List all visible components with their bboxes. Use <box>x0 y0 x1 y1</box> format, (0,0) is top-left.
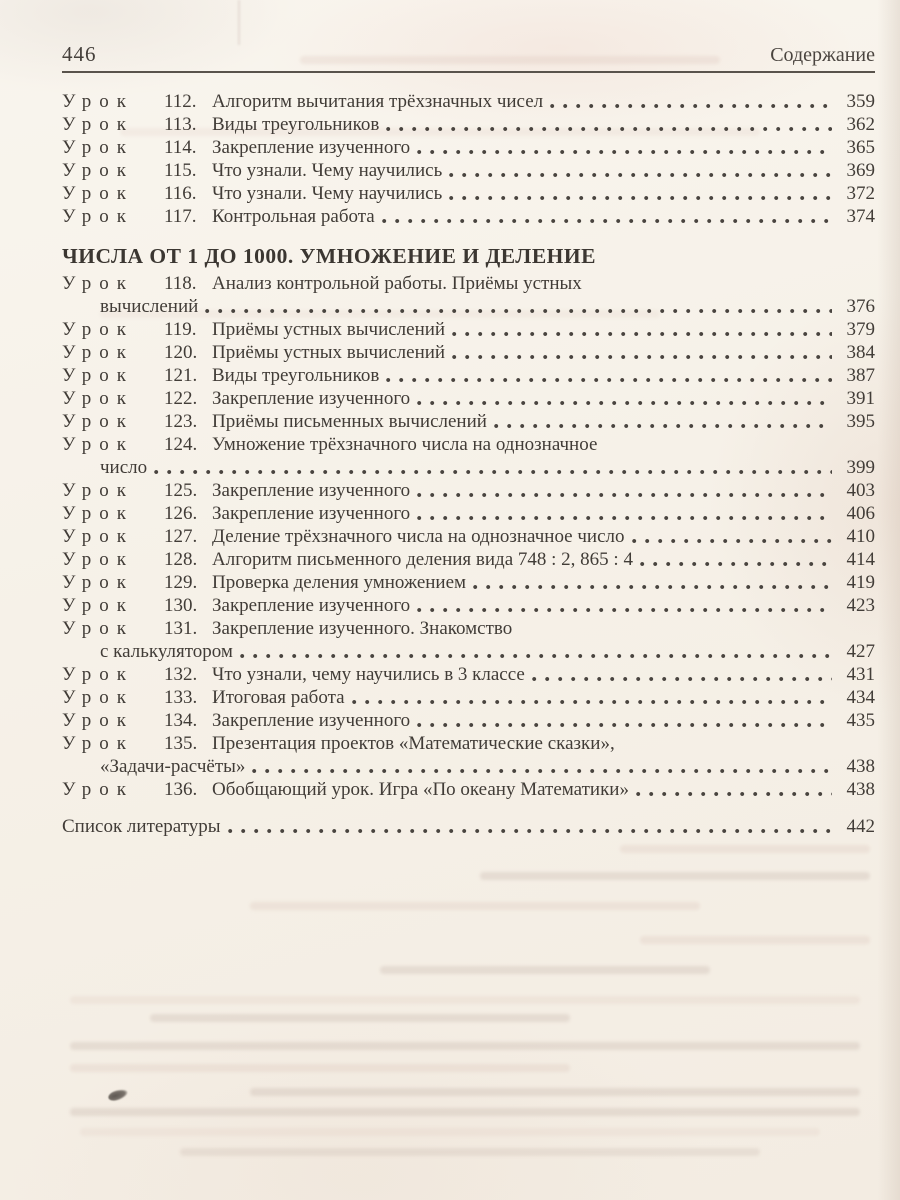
lesson-number: 118. <box>164 273 197 294</box>
toc-entry <box>62 479 875 502</box>
lesson-number: 133. <box>164 687 198 708</box>
toc-page-number: 359 <box>846 91 875 112</box>
lesson-label: Урок <box>62 365 134 386</box>
toc-entry-line <box>62 479 875 502</box>
lesson-number: 136. <box>164 779 198 800</box>
dot-leader <box>228 828 832 834</box>
lesson-title: Приёмы устных вычислений <box>212 342 446 363</box>
toc-page-number: 438 <box>846 779 875 800</box>
lesson-label: Урок <box>62 687 134 708</box>
toc-entry-line <box>62 113 875 136</box>
toc-entry <box>62 341 875 364</box>
toc-page-number: 384 <box>846 342 875 363</box>
section-heading: ЧИСЛА ОТ 1 ДО 1000. УМНОЖЕНИЕ И ДЕЛЕНИЕ <box>62 244 596 268</box>
lesson-number: 125. <box>164 480 198 501</box>
lesson-label: Урок <box>62 480 134 501</box>
toc-entry <box>62 136 875 159</box>
dot-leader <box>494 423 832 429</box>
toc-entry-line <box>62 341 875 364</box>
bleed-through-texture <box>70 1108 860 1116</box>
lesson-number: 112. <box>164 91 197 112</box>
lesson-number: 122. <box>164 388 198 409</box>
toc-page-number: 362 <box>846 114 875 135</box>
lesson-number: 132. <box>164 664 198 685</box>
dot-leader <box>452 354 832 360</box>
lesson-title: Анализ контрольной работы. Приёмы устных <box>212 273 582 294</box>
toc-page-number: 442 <box>846 816 875 837</box>
toc-entry-line <box>62 410 875 433</box>
bleed-through-texture <box>80 1128 820 1136</box>
bleed-through-texture <box>640 936 870 944</box>
lesson-title-continued: «Задачи-расчёты» <box>100 756 246 777</box>
toc-entry-line <box>62 617 875 640</box>
toc-entry <box>62 594 875 617</box>
lesson-label: Урок <box>62 273 134 294</box>
lesson-title: Обобщающий урок. Игра «По океану Математики» <box>212 779 629 800</box>
ink-smudge <box>107 1087 129 1103</box>
lesson-number: 121. <box>164 365 198 386</box>
lesson-number: 131. <box>164 618 198 639</box>
lesson-number: 129. <box>164 572 198 593</box>
lesson-number: 127. <box>164 526 198 547</box>
lesson-label: Урок <box>62 664 134 685</box>
toc-entry-line <box>62 318 875 341</box>
lesson-title: Контрольная работа <box>212 206 375 227</box>
lesson-number: 128. <box>164 549 198 570</box>
lesson-title: Презентация проектов «Математические сказки», <box>212 733 615 754</box>
lesson-number: 116. <box>164 183 197 204</box>
toc-entry-line <box>62 136 875 159</box>
toc-entry <box>62 433 875 479</box>
dot-leader <box>382 218 832 224</box>
toc-entry-continuation <box>62 456 875 479</box>
toc-page-number: 427 <box>846 641 875 662</box>
dot-leader <box>640 561 832 567</box>
dot-leader <box>240 653 832 659</box>
toc-entry-line <box>62 433 875 456</box>
toc-entry-continuation <box>62 755 875 778</box>
lesson-number: 119. <box>164 319 197 340</box>
lesson-label: Урок <box>62 114 134 135</box>
lesson-title: Проверка деления умножением <box>212 572 467 593</box>
lesson-number: 120. <box>164 342 198 363</box>
toc-page-number: 431 <box>846 664 875 685</box>
toc-page-number: 423 <box>846 595 875 616</box>
lesson-label: Урок <box>62 411 134 432</box>
toc-entry <box>62 410 875 433</box>
toc-entry <box>62 90 875 113</box>
lesson-label: Урок <box>62 434 134 455</box>
toc-entry <box>62 364 875 387</box>
lesson-label: Урок <box>62 183 134 204</box>
toc-page-number: 374 <box>846 206 875 227</box>
toc-page-number: 403 <box>846 480 875 501</box>
toc-entry <box>62 571 875 594</box>
lesson-number: 115. <box>164 160 197 181</box>
lesson-label: Урок <box>62 160 134 181</box>
lesson-number: 124. <box>164 434 198 455</box>
dot-leader <box>532 676 832 682</box>
lesson-label: Урок <box>62 733 134 754</box>
lesson-label: Урок <box>62 503 134 524</box>
toc-page-number: 435 <box>846 710 875 731</box>
lesson-title: Закрепление изученного <box>212 388 411 409</box>
lesson-title: Закрепление изученного <box>212 710 411 731</box>
toc-entry-line <box>62 548 875 571</box>
running-head <box>62 0 875 73</box>
toc-entry-line <box>62 502 875 525</box>
toc-page-number: 372 <box>846 183 875 204</box>
toc-entry-continuation <box>62 295 875 318</box>
toc-entry <box>62 617 875 663</box>
toc-entry <box>62 548 875 571</box>
bleed-through-texture <box>250 1088 860 1096</box>
toc-page-number: 410 <box>846 526 875 547</box>
lesson-title: Виды треугольников <box>212 114 380 135</box>
lesson-label: Урок <box>62 572 134 593</box>
toc-entry <box>62 732 875 778</box>
toc-entry <box>62 113 875 136</box>
dot-leader <box>386 377 832 383</box>
toc-entry-line <box>62 778 875 801</box>
dot-leader <box>417 607 832 613</box>
lesson-label: Урок <box>62 342 134 363</box>
toc-entry <box>62 387 875 410</box>
lesson-number: 113. <box>164 114 197 135</box>
dot-leader <box>636 791 832 797</box>
toc-page-number: 391 <box>846 388 875 409</box>
toc-entry-line <box>62 686 875 709</box>
toc-entry <box>62 205 875 228</box>
dot-leader <box>449 172 832 178</box>
lesson-number: 117. <box>164 206 197 227</box>
toc-page-number: 369 <box>846 160 875 181</box>
lesson-title: Закрепление изученного <box>212 137 411 158</box>
page-folio-number: 446 <box>62 42 97 66</box>
toc-entry-line <box>62 732 875 755</box>
lesson-title: Что узнали. Чему научились <box>212 183 443 204</box>
dot-leader <box>205 308 832 314</box>
lesson-title: Закрепление изученного. Знакомство <box>212 618 513 639</box>
toc-entry <box>62 778 875 801</box>
lesson-label: Урок <box>62 206 134 227</box>
lesson-number: 123. <box>164 411 198 432</box>
dot-leader <box>417 722 832 728</box>
dot-leader <box>417 515 832 521</box>
lesson-label: Урок <box>62 779 134 800</box>
lesson-title: Что узнали. Чему научились <box>212 160 443 181</box>
dot-leader <box>386 126 832 132</box>
lesson-title: Закрепление изученного <box>212 480 411 501</box>
toc-entry-line <box>62 709 875 732</box>
toc-page-number: 387 <box>846 365 875 386</box>
toc-entry-line <box>62 663 875 686</box>
table-of-contents <box>62 73 875 838</box>
lesson-title: Умножение трёхзначного числа на однозначное <box>212 434 598 455</box>
running-title: Содержание <box>770 44 875 66</box>
lesson-label: Урок <box>62 595 134 616</box>
dot-leader <box>352 699 832 705</box>
lesson-number: 130. <box>164 595 198 616</box>
toc-page-number: 365 <box>846 137 875 158</box>
lesson-label: Урок <box>62 388 134 409</box>
lesson-number: 126. <box>164 503 198 524</box>
bleed-through-texture <box>180 1148 760 1156</box>
bleed-through-texture <box>620 845 870 853</box>
toc-entry-line <box>62 571 875 594</box>
lesson-title-continued: вычислений <box>100 296 199 317</box>
toc-entry <box>62 709 875 732</box>
bleed-through-texture <box>70 996 860 1004</box>
dot-leader <box>473 584 832 590</box>
toc-entry-line <box>62 159 875 182</box>
toc-page-number: 434 <box>846 687 875 708</box>
toc-entry <box>62 318 875 341</box>
lesson-label: Урок <box>62 549 134 570</box>
lesson-title: Приёмы устных вычислений <box>212 319 446 340</box>
dot-leader <box>550 103 832 109</box>
toc-entry <box>62 159 875 182</box>
bleed-through-texture <box>70 1042 860 1050</box>
toc-entry <box>62 272 875 318</box>
toc-page-number: 414 <box>846 549 875 570</box>
dot-leader <box>449 195 832 201</box>
toc-entry-line <box>62 90 875 113</box>
toc-entry-line <box>62 387 875 410</box>
toc-entry <box>62 663 875 686</box>
lesson-title-continued: число <box>100 457 148 478</box>
toc-entry-line <box>62 364 875 387</box>
bleed-through-texture <box>150 1014 570 1022</box>
bibliography-title: Список литературы <box>62 816 221 837</box>
lesson-title: Деление трёхзначного числа на однозначное число <box>212 526 625 547</box>
lesson-title: Что узнали, чему научились в 3 классе <box>212 664 525 685</box>
toc-page-number: 406 <box>846 503 875 524</box>
toc-entry-line <box>62 272 875 295</box>
lesson-label: Урок <box>62 618 134 639</box>
dot-leader <box>417 492 832 498</box>
lesson-number: 114. <box>164 137 197 158</box>
toc-page-number: 395 <box>846 411 875 432</box>
bleed-through-texture <box>250 902 700 910</box>
bleed-through-texture <box>70 1064 570 1072</box>
toc-entry-line <box>62 594 875 617</box>
dot-leader <box>417 149 832 155</box>
bleed-through-texture <box>380 966 710 974</box>
lesson-title: Виды треугольников <box>212 365 380 386</box>
toc-entry-line <box>62 182 875 205</box>
toc-page-number: 379 <box>846 319 875 340</box>
toc-entry-line <box>62 205 875 228</box>
toc-page-number: 419 <box>846 572 875 593</box>
toc-entry-continuation <box>62 640 875 663</box>
lesson-label: Урок <box>62 710 134 731</box>
lesson-label: Урок <box>62 319 134 340</box>
toc-page-number: 399 <box>846 457 875 478</box>
lesson-number: 134. <box>164 710 198 731</box>
dot-leader <box>154 469 832 475</box>
lesson-label: Урок <box>62 91 134 112</box>
bibliography-entry <box>62 815 875 838</box>
toc-page-number: 438 <box>846 756 875 777</box>
toc-entry-line <box>62 525 875 548</box>
lesson-label: Урок <box>62 137 134 158</box>
lesson-title: Приёмы письменных вычислений <box>212 411 487 432</box>
toc-entry <box>62 502 875 525</box>
dot-leader <box>252 768 832 774</box>
dot-leader <box>417 400 832 406</box>
lesson-title-continued: с калькулятором <box>100 641 233 662</box>
dot-leader <box>632 538 833 544</box>
bleed-through-texture <box>480 872 870 880</box>
lesson-title: Закрепление изученного <box>212 595 411 616</box>
lesson-title: Алгоритм вычитания трёхзначных чисел <box>212 91 544 112</box>
dot-leader <box>452 331 832 337</box>
lesson-title: Алгоритм письменного деления вида 748 : 2, 865 : 4 <box>212 549 633 570</box>
lesson-title: Закрепление изученного <box>212 503 411 524</box>
toc-page-number: 376 <box>846 296 875 317</box>
lesson-title: Итоговая работа <box>212 687 345 708</box>
lesson-label: Урок <box>62 526 134 547</box>
lesson-number: 135. <box>164 733 198 754</box>
toc-entry <box>62 525 875 548</box>
toc-entry <box>62 686 875 709</box>
toc-entry <box>62 182 875 205</box>
